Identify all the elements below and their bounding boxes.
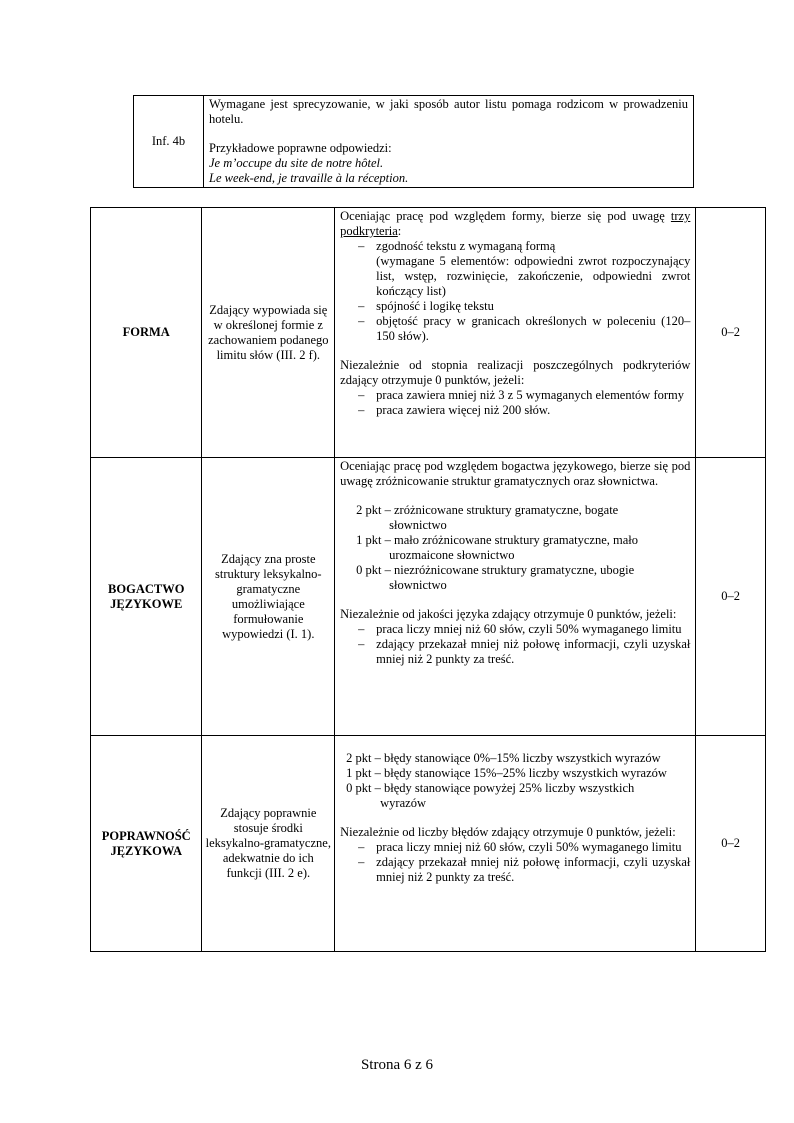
- list-item: – zgodność tekstu z wymaganą formą: [358, 239, 556, 253]
- criterion-name: BOGACTWO JĘZYKOWE: [91, 458, 202, 736]
- info-requirement: Wymagane jest sprecyzowanie, w jaki sposób autor listu pomaga rodzicom w prowadzeniu hotelu.: [209, 97, 688, 126]
- example-answer-2: Le week-end, je travaille à la réception.: [209, 171, 409, 185]
- list-item: – spójność i logikę tekstu: [358, 299, 494, 313]
- list-item: – praca liczy mniej niż 60 słów, czyli 50% wymaganego limitu: [358, 840, 682, 854]
- info-label: Inf. 4b: [134, 96, 204, 188]
- list-item: – praca zawiera mniej niż 3 z 5 wymaganych elementów formy: [358, 388, 685, 402]
- criterion-name: FORMA: [91, 208, 202, 458]
- list-item: – zdający przekazał mniej niż połowę informacji, czyli uzyskał mniej niż 2 punkty za treść.: [358, 637, 691, 666]
- criterion-row-bogactwo: [91, 458, 766, 736]
- level-0-pkt: 0 pkt – niezróżnicowane struktury gramatyczne, ubogie słownictwo: [356, 563, 635, 592]
- level-0-pkt: 0 pkt – błędy stanowiące powyżej 25% liczby wszystkich wyrazów: [346, 781, 635, 810]
- zero-conditions-list: [340, 388, 690, 418]
- info-table: [133, 95, 694, 188]
- criterion-details: [335, 208, 696, 458]
- subcriteria-note: (wymagane 5 elementów: odpowiedni zwrot rozpoczynający list, wstęp, rozwinięcie, zakończenie, odpowiedni zwrot kończący list): [376, 254, 691, 298]
- criterion-name: POPRAWNOŚĆ JĘZYKOWA: [91, 736, 202, 952]
- list-item: – zdający przekazał mniej niż połowę informacji, czyli uzyskał mniej niż 2 punkty za treść.: [358, 855, 691, 884]
- zero-conditions-list: [340, 840, 690, 885]
- zero-conditions-list: [340, 622, 690, 667]
- score-range: 0–2: [696, 458, 766, 736]
- zero-rule: Niezależnie od liczby błędów zdający otrzymuje 0 punktów, jeżeli:: [340, 825, 676, 839]
- bogactwo-intro: Oceniając pracę pod względem bogactwa językowego, bierze się pod uwagę zróżnicowanie struktur gramatycznych oraz słownictwa.: [340, 459, 691, 488]
- criterion-details: [335, 736, 696, 952]
- level-2-pkt: 2 pkt – zróżnicowane struktury gramatyczne, bogate słownictwo: [356, 503, 619, 532]
- criterion-description: Zdający zna proste struktury leksykalno-gramatyczne umożliwiające formułowanie wypowiedzi (I. 1).: [202, 458, 335, 736]
- score-range: 0–2: [696, 736, 766, 952]
- criteria-table: [90, 207, 766, 952]
- example-answer-1: Je m’occupe du site de notre hôtel.: [209, 156, 384, 170]
- criterion-row-forma: [91, 208, 766, 458]
- level-1-pkt: 1 pkt – mało zróżnicowane struktury gramatyczne, mało urozmaicone słownictwo: [356, 533, 639, 562]
- zero-rule: Niezależnie od stopnia realizacji poszczególnych podkryteriów zdający otrzymuje 0 punktów, jeżeli:: [340, 358, 691, 387]
- zero-rule: Niezależnie od jakości języka zdający otrzymuje 0 punktów, jeżeli:: [340, 607, 677, 621]
- info-content: [204, 96, 694, 188]
- page-number: Strona 6 z 6: [360, 1057, 434, 1073]
- list-item: – objętość pracy w granicach określonych w poleceniu (120–150 słów).: [358, 314, 691, 343]
- list-item: – praca liczy mniej niż 60 słów, czyli 50% wymaganego limitu: [358, 622, 682, 636]
- score-range: 0–2: [696, 208, 766, 458]
- criterion-description: Zdający poprawnie stosuje środki leksykalno-gramatyczne, adekwatnie do ich funkcji (III. 2 e).: [202, 736, 335, 952]
- criterion-row-poprawnosc: [91, 736, 766, 952]
- criterion-description: Zdający wypowiada się w określonej formie z zachowaniem podanego limitu słów (III. 2 f).: [202, 208, 335, 458]
- forma-intro-underlined: trzy podkryteria: [340, 209, 691, 238]
- level-2-pkt: 2 pkt – błędy stanowiące 0%–15% liczby wszystkich wyrazów: [346, 751, 661, 765]
- forma-intro: Oceniając pracę pod względem formy, bierze się pod uwagę trzy podkryteria:: [340, 209, 691, 238]
- subcriteria-list: [340, 239, 690, 254]
- examples-heading: Przykładowe poprawne odpowiedzi:: [209, 141, 392, 155]
- list-item: – praca zawiera więcej niż 200 słów.: [358, 403, 551, 417]
- criterion-details: [335, 458, 696, 736]
- level-1-pkt: 1 pkt – błędy stanowiące 15%–25% liczby wszystkich wyrazów: [346, 766, 667, 780]
